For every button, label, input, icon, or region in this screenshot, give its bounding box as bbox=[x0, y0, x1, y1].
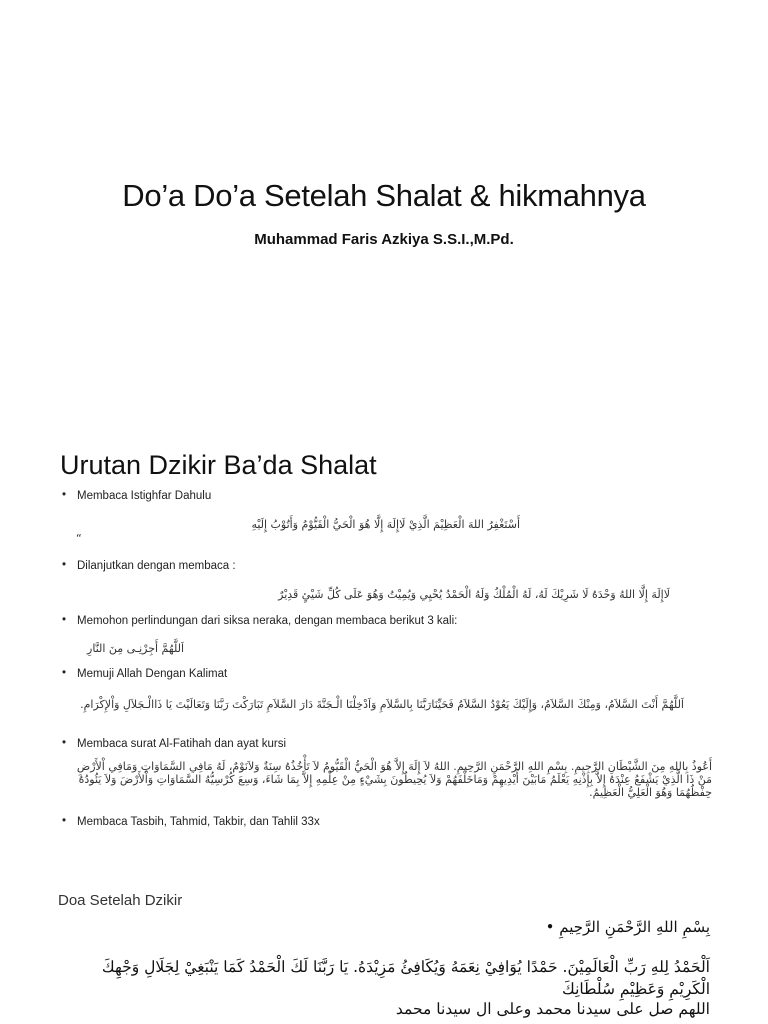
arabic-istighfar: أَسْتَغْفِرُ اللهَ الْعَظِيْمَ الَّذِيْ لَاإِلَهَ إِلَّا هُوَ الْحَيُّ الْقَيُّوْمُ وَأَتُوْبُ إِلَيْهِ bbox=[251, 518, 520, 531]
arabic-ayat-kursi: أَعُوذُ بِاللهِ مِنَ الشَّيْطَانِ الرَّجِيمِ. بِسْمِ اللهِ الرَّحْمَنِ الرَّحِيمِ. اللهُ لاَ إِلَهَ إِلاَّ هُوَ الْحَيُّ الْقَيُّومُ لاَ تَأْخُذُهُ سِنَةٌ وَلاَنَوْمٌ، لَهُ مَافِي السَّمَاوَاتِ وَمَافِي اْلأَرْضِ مَنْ ذَا الَّذِيْ يَشْفَعُ عِنْدَهُ إِلاَّ بِإِذْنِهِ يَعْلَمُ مَابَيْنَ أَيْدِيهِمْ وَمَاخَلْفَهُمْ وَلاَ يُحِيطُونَ بِشَيْءٍ مِنْ عِلْمِهِ إِلاَّ بِمَا شَاءَ، وَسِعَ كُرْسِيُّهُ السَّمَاوَاتِ وَاْلأَرْضَ وَلاَ يَئُودُهُ حِفْظُهُمَا وَهُوَ الْعَلِيُّ الْعَظِيمُ. bbox=[76, 760, 712, 799]
slide-dzikir-order bbox=[0, 430, 768, 870]
bismillah-text: بِسْمِ اللهِ الرَّحْمَنِ الرَّحِيمِ • bbox=[546, 918, 710, 936]
list-item-label: Membaca surat Al-Fatihah dan ayat kursi bbox=[77, 738, 287, 750]
list-item-tahlil bbox=[62, 560, 236, 572]
list-item-label: Memohon perlindungan dari siksa neraka, dengan membaca berikut 3 kali: bbox=[77, 615, 458, 627]
slide-title bbox=[0, 0, 768, 430]
list-item-praise bbox=[62, 668, 227, 680]
list-item-istighfar bbox=[62, 490, 211, 502]
quote-mark: “ bbox=[76, 532, 82, 545]
arabic-praise: اَللَّهُمَّ أَنْتَ السَّلاَمُ، وَمِنْكَ السَّلاَمُ، وَإِلَيْكَ يَعُوْدُ السَّلاَمُ فَحَيِّنَارَبَّنَا بِالسَّلاَمِ وَاَدْخِلْنَا الْـجَنَّةَ دَارَ السَّلاَمِ تَبَارَكْتَ رَبَّنَا وَتَعَالَيْتَ يَا ذَاالْـجَلاَلِ وَاْلإِكْرَامِ. bbox=[80, 698, 684, 711]
arabic-protection: اَللَّهُمَّ أَجِرْنِـى مِنَ النَّارِ bbox=[87, 642, 184, 655]
shalawat-text: اللهم صل على سيدنا محمد وعلى ال سيدنا محمد bbox=[395, 1000, 710, 1018]
presentation-title: Do’a Do’a Setelah Shalat & hikmahnya bbox=[122, 178, 646, 213]
slide-doa-after-dzikir bbox=[0, 870, 768, 1024]
list-item-fatihah-kursi bbox=[62, 738, 286, 750]
list-item-label: Dilanjutkan dengan membaca : bbox=[77, 560, 236, 572]
list-item-label: Membaca Istighfar Dahulu bbox=[77, 490, 212, 502]
list-item-label: Memuji Allah Dengan Kalimat bbox=[77, 668, 228, 680]
list-item-label: Membaca Tasbih, Tahmid, Takbir, dan Tahlil 33x bbox=[77, 816, 320, 828]
list-item-protection bbox=[62, 615, 457, 627]
doa-title: Doa Setelah Dzikir bbox=[58, 892, 183, 909]
list-item-tasbih bbox=[62, 816, 320, 828]
dzikir-order-title: Urutan Dzikir Ba’da Shalat bbox=[60, 450, 377, 480]
arabic-tahlil: لَاإِلَهَ إِلَّا اللهُ وَحْدَهُ لَا شَرِيْكَ لَهُ، لَهُ الْمُلْكُ وَلَهُ الْحَمْدُ يُحْيِي وَيُمِيْتُ وَهُوَ عَلَى كُلِّ شَيْئٍ قَدِيْرٌ bbox=[278, 588, 670, 601]
author-name: Muhammad Faris Azkiya S.S.I.,M.Pd. bbox=[254, 231, 514, 248]
hamd-text: اَلْحَمْدُ لِلهِ رَبِّ الْعَالَمِيْنَ. حَمْدًا يُوَافِيْ نِعَمَهُ وَيُكَافِئُ مَزِيْدَهُ. يَا رَبَّنَا لَكَ الْحَمْدُ كَمَا يَنْبَغِيْ لِجَلَالِ وَجْهِكَ الْكَرِيْمِ وَعَظِيْمِ سُلْطَانِكَ bbox=[101, 958, 710, 998]
